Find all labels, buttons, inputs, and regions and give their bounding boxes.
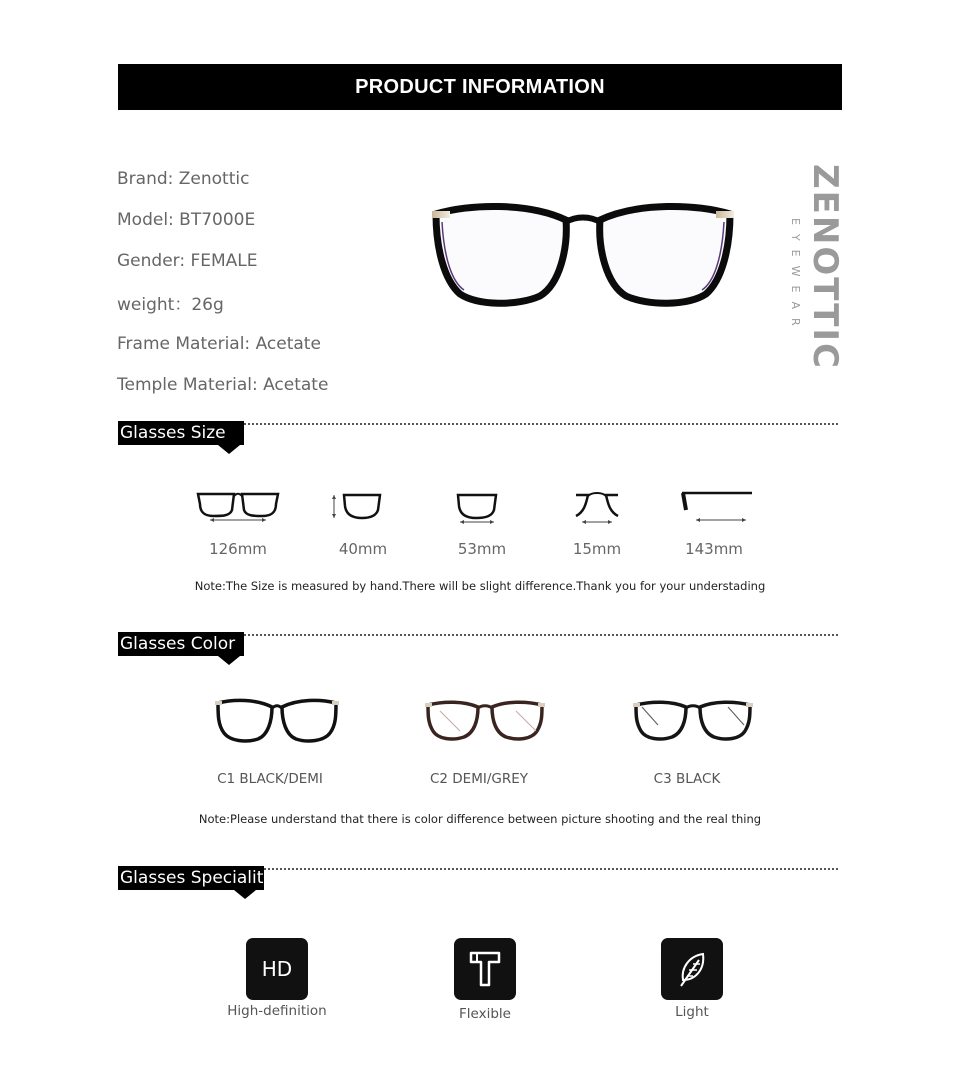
section-title-size: Glasses Size bbox=[118, 421, 244, 445]
size-lens-width: 53mm bbox=[457, 540, 507, 558]
section-divider bbox=[264, 868, 838, 870]
section-arrow bbox=[218, 656, 240, 665]
color-c3-label: C3 BLACK bbox=[653, 771, 721, 787]
spec-frame-material: Frame Material: Acetate bbox=[117, 333, 321, 354]
brand-logo-name: ZENOTTIC bbox=[805, 164, 845, 371]
lens-width-icon bbox=[454, 490, 500, 524]
lens-height-icon bbox=[328, 490, 386, 524]
feature-label-flexible: Flexible bbox=[459, 1006, 511, 1022]
section-arrow bbox=[234, 890, 256, 899]
temple-length-icon bbox=[680, 490, 754, 524]
bridge-width-icon bbox=[574, 490, 620, 524]
size-lens-height: 40mm bbox=[338, 540, 388, 558]
spec-weight: weight：26g bbox=[117, 295, 224, 316]
hero-glasses-image bbox=[428, 198, 738, 313]
frame-width-icon bbox=[196, 490, 280, 524]
hd-icon bbox=[246, 938, 308, 1000]
section-title-speciality: Glasses Speciality bbox=[120, 868, 274, 888]
color-c3-glasses-image bbox=[628, 695, 758, 747]
spec-temple-material: Temple Material: Acetate bbox=[117, 375, 329, 396]
size-bridge-width: 15mm bbox=[572, 540, 622, 558]
section-arrow bbox=[218, 445, 240, 454]
color-c2-label: C2 DEMI/GREY bbox=[429, 771, 529, 787]
color-c1-label: C1 BLACK/DEMI bbox=[217, 771, 323, 787]
size-frame-width: 126mm bbox=[209, 540, 267, 558]
color-note: Note:Please understand that there is color difference between picture shooting and the real thing bbox=[198, 812, 762, 826]
color-c1-glasses-image bbox=[212, 695, 342, 747]
hd-icon-text: HD bbox=[261, 957, 293, 981]
banner-title: PRODUCT INFORMATION bbox=[355, 75, 605, 98]
spec-list bbox=[117, 158, 328, 406]
size-note: Note:The Size is measured by hand.There will be slight difference.Thank you for your understading bbox=[194, 579, 766, 593]
spec-model: Model: BT7000E bbox=[117, 209, 256, 230]
section-title-color: Glasses Color bbox=[118, 632, 244, 656]
feature-label-hd: High-definition bbox=[227, 1003, 327, 1019]
spec-gender: Gender: FEMALE bbox=[117, 251, 258, 272]
hammer-icon bbox=[454, 938, 516, 1000]
feather-icon bbox=[661, 938, 723, 1000]
product-information-banner bbox=[118, 64, 842, 110]
spec-brand: Brand: Zenottic bbox=[117, 168, 250, 189]
brand-logo-tagline: EYEWEAR bbox=[789, 218, 802, 335]
size-temple-length: 143mm bbox=[685, 540, 743, 558]
section-divider bbox=[244, 423, 838, 425]
feature-label-light: Light bbox=[675, 1004, 709, 1020]
color-c2-glasses-image bbox=[420, 695, 550, 747]
section-divider bbox=[244, 634, 838, 636]
